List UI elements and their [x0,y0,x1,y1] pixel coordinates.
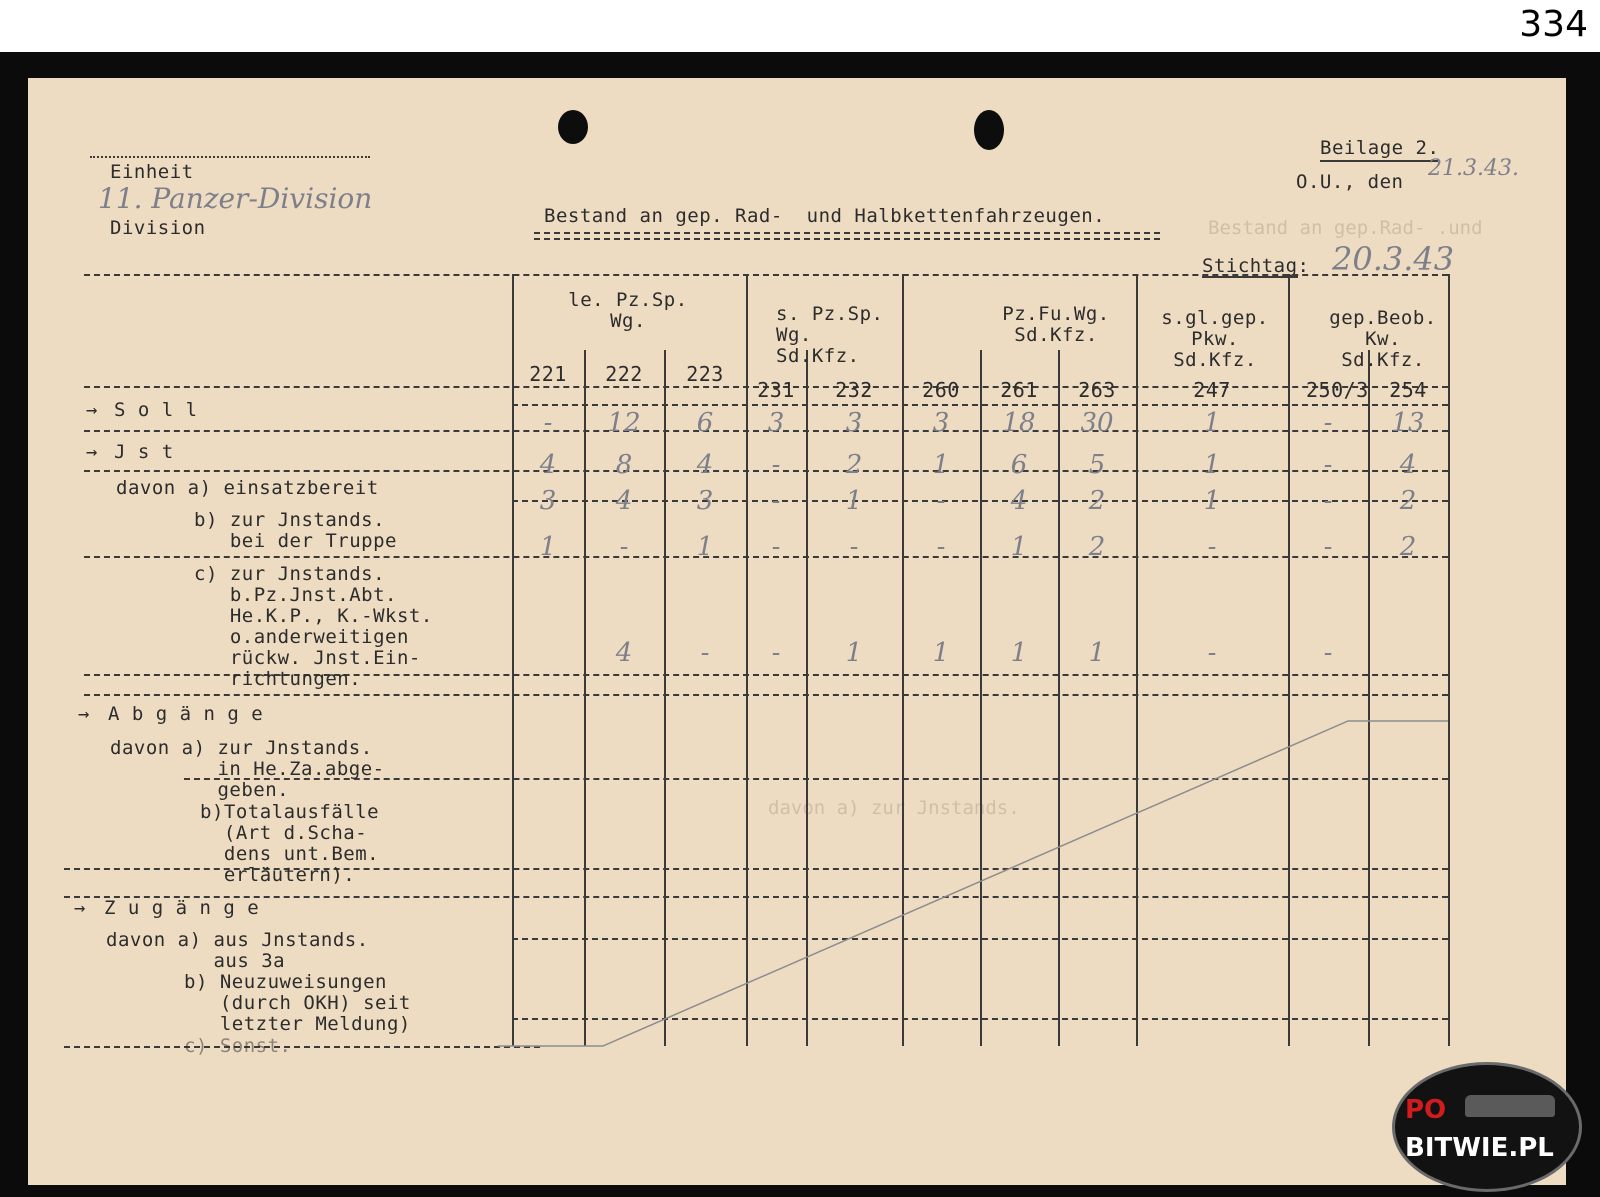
cell-soll-263: 30 [1080,408,1114,438]
cell-ist_b-223: 1 [696,532,714,562]
column-header-260: 260 [922,378,960,402]
tank-icon [1465,1095,1555,1117]
cell-ist-231: - [771,450,781,480]
cell-ist_b-231: - [771,532,781,562]
cell-ist-250-3: - [1323,450,1333,480]
cell-ist-221: 4 [539,450,557,480]
cell-ist-260: 1 [932,450,950,480]
column-header-231: 231 [757,378,795,402]
arrow-soll: → [86,399,98,421]
cell-soll-260: 3 [932,408,950,438]
group-header-pz-fu-wg: Pz.Fu.Wg. Sd.Kfz. [1002,303,1110,346]
column-header-250-3: 250/3 [1306,378,1369,402]
row-label-soll: S o l l [114,399,198,421]
group-header-gep-beob-kw: gep.Beob. Kw. Sd.Kfz. [1329,307,1437,371]
arrow-ist: → [86,441,98,463]
column-header-232: 232 [835,378,873,402]
arrow-abgaenge: → [78,703,90,725]
row-label-zug-a: davon a) aus Jnstands. aus 3a [106,929,369,972]
cell-ist_a-222: 4 [615,486,633,516]
arrow-zugaenge: → [74,897,86,919]
report-date: 21.3.43. [1428,156,1519,181]
cell-ist-263: 5 [1088,450,1106,480]
einheit-label: Einheit [110,161,194,183]
cell-ist_a-232: 1 [845,486,863,516]
bleed-through-text: davon a) zur Jnstands. [768,797,1020,819]
row-label-ist: J s t [114,441,174,463]
cell-soll-221: - [543,408,553,438]
cell-ist_c-261: 1 [1010,638,1028,668]
group-header-le-pz-sp-wg: le. Pz.Sp. Wg. [568,289,688,332]
cell-ist_b-250-3: - [1323,532,1333,562]
bleed-through-text: Bestand an gep.Rad- .und [1208,217,1483,239]
row-label-abgaenge: A b g ä n g e [108,703,264,725]
division-handwritten: 11. Panzer-Division [98,182,373,215]
column-header-254: 254 [1389,378,1427,402]
cell-ist_b-221: 1 [539,532,557,562]
cell-ist-222: 8 [615,450,633,480]
group-header-s-gl-gep-pkw: s.gl.gep. Pkw. Sd.Kfz. [1161,307,1269,371]
cell-ist_c-247: - [1207,638,1217,668]
cell-ist-254: 4 [1399,450,1417,480]
cell-ist_c-231: - [771,638,781,668]
cell-soll-231: 3 [767,408,785,438]
cell-soll-254: 13 [1391,408,1425,438]
column-header-222: 222 [605,362,643,386]
cell-ist_a-254: 2 [1399,486,1417,516]
column-header-263: 263 [1078,378,1116,402]
row-label-zug-b: b) Neuzuweisungen (durch OKH) seit letzter Meldung) [184,971,411,1035]
cell-ist_c-260: 1 [932,638,950,668]
column-header-261: 261 [1000,378,1038,402]
cell-ist_a-250-3: - [1323,486,1333,516]
cell-soll-222: 12 [607,408,641,438]
cell-ist-247: 1 [1203,450,1221,480]
logo-bitwie: BITWIE.PL [1405,1133,1554,1163]
cell-ist_b-232: - [849,532,859,562]
cell-ist-223: 4 [696,450,714,480]
cell-soll-250-3: - [1323,408,1333,438]
column-header-221: 221 [529,362,567,386]
stichtag-label: Stichtag: [1202,255,1310,277]
cell-ist_a-260: - [936,486,946,516]
cell-ist_b-263: 2 [1088,532,1106,562]
cell-ist_c-232: 1 [845,638,863,668]
cell-ist_c-263: 1 [1088,638,1106,668]
cell-ist_c-223: - [700,638,710,668]
column-header-247: 247 [1193,378,1231,402]
division-label: Division [110,217,206,239]
group-header-s-pz-sp-wg: s. Pz.Sp. Wg. Sd.Kfz. [776,303,884,367]
stichtag-date: 20.3.43 [1332,240,1455,278]
document-title: Bestand an gep. Rad- und Halbkettenfahrzeugen. [544,205,1106,227]
ou-den-label: O.U., den [1296,171,1404,193]
row-label-ist-a: davon a) einsatzbereit [116,477,379,499]
cell-ist_a-223: 3 [696,486,714,516]
cell-ist_b-222: - [619,532,629,562]
cell-ist_c-250-3: - [1323,638,1333,668]
document-sheet [28,78,1566,1185]
beilage-label: Beilage 2. [1320,137,1440,159]
row-label-zug-c: c) Sonst. [184,1035,292,1057]
cell-ist_a-247: 1 [1203,486,1221,516]
cell-ist_b-260: - [936,532,946,562]
logo-po: PO [1405,1095,1447,1125]
row-label-ist-b: b) zur Jnstands. bei der Truppe [194,509,397,552]
cell-ist_a-261: 4 [1010,486,1028,516]
cell-ist_b-254: 2 [1399,532,1417,562]
pobitwie-logo [1392,1062,1582,1192]
cell-ist-232: 2 [845,450,863,480]
column-header-223: 223 [686,362,724,386]
cell-soll-261: 18 [1002,408,1036,438]
cell-ist_a-221: 3 [539,486,557,516]
row-label-zugaenge: Z u g ä n g e [104,897,260,919]
cell-soll-232: 3 [845,408,863,438]
cell-ist_c-222: 4 [615,638,633,668]
diagonal-strike-line [28,78,1566,1185]
row-label-ist-c: c) zur Jnstands. b.Pz.Jnst.Abt. He.K.P., K.-Wkst. o.anderweitigen rückw. Jnst.Ein- richtungen. [194,563,433,690]
row-label-abg-b: b)Totalausfälle (Art d.Scha- dens unt.Bem. erläutern). [200,801,380,886]
cell-ist-261: 6 [1010,450,1028,480]
cell-soll-247: 1 [1203,408,1221,438]
cell-soll-223: 6 [696,408,714,438]
row-label-abg-a: davon a) zur Jnstands. in He.Za.abge- geben. [110,737,385,801]
cell-ist_a-263: 2 [1088,486,1106,516]
cell-ist_b-247: - [1207,532,1217,562]
cell-ist_b-261: 1 [1010,532,1028,562]
cell-ist_a-231: - [771,486,781,516]
page-number: 334 [1519,4,1588,45]
